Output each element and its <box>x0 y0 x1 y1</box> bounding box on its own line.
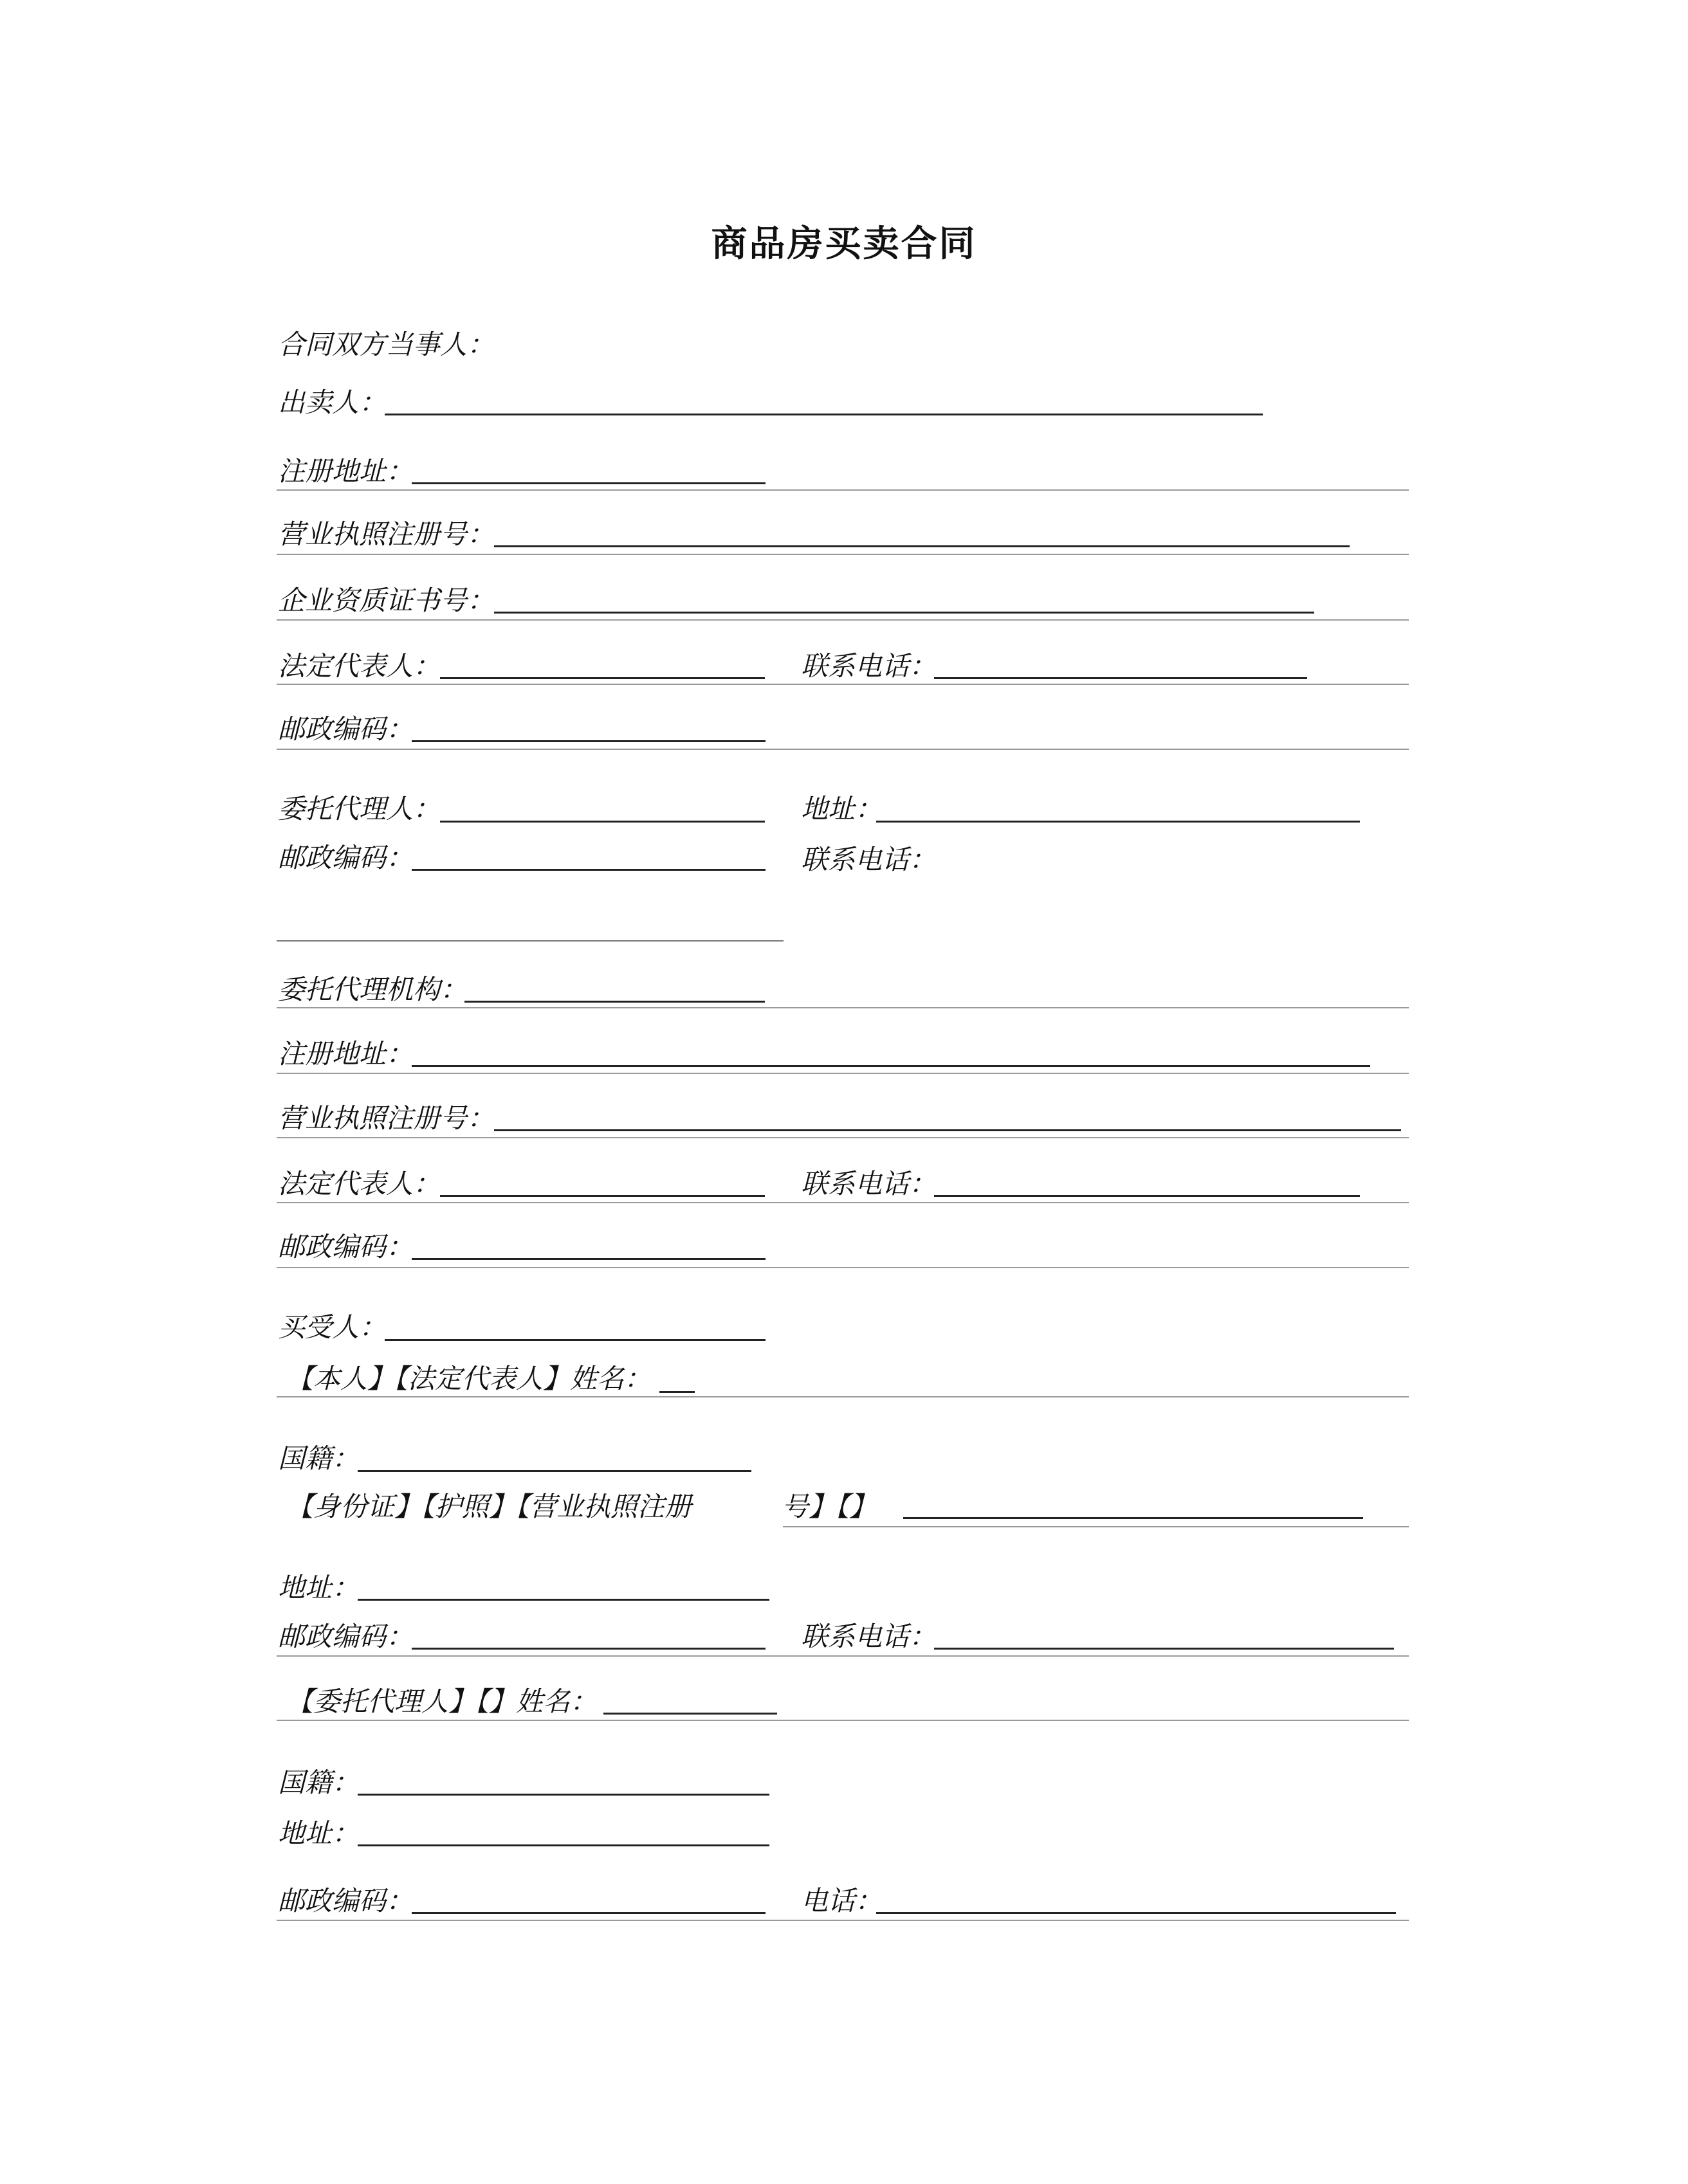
agency-postcode-blank[interactable] <box>412 1258 766 1260</box>
buyer-agent-address-label: 地址： <box>278 1817 360 1849</box>
buyer-id-options-label: 【身份证】【护照】【营业执照注册 <box>286 1491 692 1522</box>
row-rule <box>277 1720 1409 1721</box>
buyer-person-name-blank[interactable] <box>659 1391 695 1393</box>
buyer-agent-nationality-label: 国籍： <box>278 1767 360 1798</box>
seller-reg-address-label: 注册地址： <box>278 455 414 487</box>
agency-reg-address-label: 注册地址： <box>278 1038 414 1069</box>
row-rule <box>277 749 1409 750</box>
buyer-postcode-blank[interactable] <box>412 1648 766 1650</box>
agency-legal-rep-blank[interactable] <box>440 1195 765 1197</box>
buyer-nationality-label: 国籍： <box>278 1442 360 1474</box>
seller-qualification-no-label: 企业资质证书号： <box>278 585 495 616</box>
row-rule <box>277 1137 1409 1138</box>
seller-legal-rep-label: 法定代表人： <box>278 650 441 682</box>
row-rule <box>277 1655 1409 1657</box>
agency-license-no-label: 营业执照注册号： <box>278 1102 495 1134</box>
row-rule <box>277 1202 1409 1203</box>
row-rule <box>277 1073 1409 1074</box>
seller-name-blank[interactable] <box>385 414 1263 415</box>
parties-heading: 合同双方当事人： <box>278 329 495 360</box>
seller-agent-postcode-blank[interactable] <box>412 869 766 871</box>
seller-agent-address-blank[interactable] <box>876 821 1360 823</box>
row-rule <box>277 684 1409 685</box>
seller-phone-blank[interactable] <box>934 677 1307 679</box>
seller-postcode-label: 邮政编码： <box>278 713 414 745</box>
seller-qualification-no-blank[interactable] <box>494 612 1314 614</box>
agency-legal-rep-label: 法定代表人： <box>278 1168 441 1199</box>
agency-name-blank[interactable] <box>464 1001 765 1003</box>
seller-legal-rep-blank[interactable] <box>440 677 765 679</box>
buyer-id-options-tail: 号】【】 <box>782 1491 877 1522</box>
row-rule <box>277 489 1409 491</box>
buyer-agent-name-label: 【委托代理人】【】姓名： <box>286 1686 598 1717</box>
buyer-nationality-blank[interactable] <box>358 1470 751 1472</box>
buyer-postcode-label: 邮政编码： <box>278 1621 414 1652</box>
seller-agent-blank[interactable] <box>440 821 765 823</box>
seller-agent-label: 委托代理人： <box>278 793 441 824</box>
buyer-agent-postcode-blank[interactable] <box>412 1912 766 1914</box>
buyer-agent-nationality-blank[interactable] <box>358 1794 769 1796</box>
agency-label: 委托代理机构： <box>278 974 468 1005</box>
seller-license-no-blank[interactable] <box>494 545 1350 547</box>
row-rule <box>277 554 1409 555</box>
buyer-agent-address-blank[interactable] <box>358 1844 769 1846</box>
buyer-address-blank[interactable] <box>358 1599 769 1601</box>
buyer-phone-label: 联系电话： <box>801 1621 937 1652</box>
buyer-agent-phone-label: 电话： <box>801 1885 883 1916</box>
row-rule <box>783 1526 1409 1527</box>
seller-agent-phone-label: 联系电话： <box>801 844 937 875</box>
seller-label: 出卖人： <box>278 387 387 418</box>
contract-title: 商品房买卖合同 <box>711 223 977 265</box>
buyer-label: 买受人： <box>278 1311 387 1343</box>
seller-agent-address-label: 地址： <box>801 793 883 824</box>
buyer-name-blank[interactable] <box>385 1339 766 1341</box>
buyer-agent-phone-blank[interactable] <box>876 1912 1396 1914</box>
buyer-agent-postcode-label: 邮政编码： <box>278 1885 414 1916</box>
buyer-id-number-blank[interactable] <box>903 1517 1363 1519</box>
row-rule <box>277 1007 1409 1008</box>
row-rule <box>277 1920 1409 1921</box>
buyer-agent-name-blank[interactable] <box>603 1713 777 1715</box>
agency-postcode-label: 邮政编码： <box>278 1231 414 1262</box>
buyer-address-label: 地址： <box>278 1572 360 1603</box>
row-rule <box>277 1267 1409 1268</box>
buyer-person-name-label: 【本人】【法定代表人】姓名： <box>286 1363 652 1394</box>
row-rule <box>277 619 1409 621</box>
seller-agent-postcode-label: 邮政编码： <box>278 842 414 873</box>
agency-phone-blank[interactable] <box>934 1195 1360 1197</box>
buyer-phone-blank[interactable] <box>934 1648 1394 1650</box>
seller-postcode-blank[interactable] <box>412 740 766 742</box>
agency-license-no-blank[interactable] <box>494 1129 1401 1131</box>
seller-license-no-label: 营业执照注册号： <box>278 518 495 550</box>
agency-phone-label: 联系电话： <box>801 1168 937 1199</box>
row-rule <box>277 1396 1409 1397</box>
seller-reg-address-blank[interactable] <box>412 482 766 484</box>
agency-reg-address-blank[interactable] <box>412 1065 1370 1067</box>
seller-agent-phone-blank[interactable] <box>277 940 784 942</box>
seller-phone-label: 联系电话： <box>801 650 937 682</box>
